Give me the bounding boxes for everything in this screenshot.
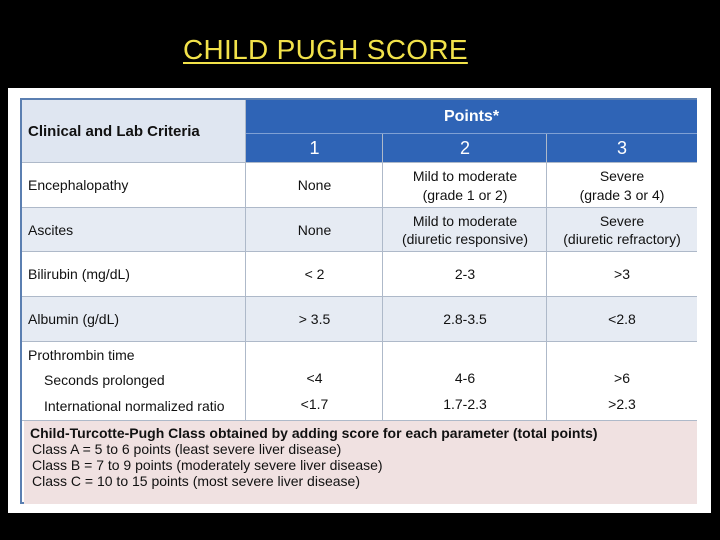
seconds-prolonged-label: Seconds prolonged — [44, 372, 165, 388]
table-cell: Severe (grade 3 or 4) — [547, 163, 697, 208]
table-cell: >3 — [547, 252, 697, 297]
class-b-line: Class B = 7 to 9 points (moderately severe liver disease) — [32, 457, 383, 473]
points-column-2: 2 — [383, 134, 547, 163]
table-cell: 2.8-3.5 — [383, 297, 547, 342]
table-cell: 4-6 — [454, 369, 476, 386]
criterion-ascites: Ascites — [22, 208, 246, 252]
divider — [546, 134, 547, 421]
divider — [22, 341, 697, 342]
table-cell: >6 — [614, 369, 630, 386]
points-column-1: 1 — [246, 134, 383, 163]
divider — [22, 162, 697, 163]
table-cell: < 2 — [246, 252, 383, 297]
points-header: Points* — [246, 100, 697, 134]
table-cell: <2.8 — [547, 297, 697, 342]
table-panel — [8, 88, 711, 513]
table-cell: <4 — [306, 369, 323, 386]
table-cell: <1.7 — [300, 395, 329, 412]
table-cell: None — [246, 163, 383, 208]
table-cell: None — [246, 208, 383, 252]
criterion-prothrombin: Prothrombin time — [28, 347, 135, 363]
class-footer — [24, 421, 697, 504]
criteria-header: Clinical and Lab Criteria — [22, 100, 246, 163]
divider — [22, 251, 697, 252]
table-cell: Severe (diuretic refractory) — [547, 208, 697, 252]
table-cell: >2.3 — [608, 395, 636, 412]
divider — [246, 133, 697, 134]
class-c-line: Class C = 10 to 15 points (most severe liver disease) — [32, 473, 360, 489]
criterion-bilirubin: Bilirubin (mg/dL) — [22, 252, 246, 297]
divider — [245, 100, 246, 421]
child-pugh-table — [20, 98, 697, 504]
divider — [382, 134, 383, 421]
criterion-encephalopathy: Encephalopathy — [22, 163, 246, 208]
table-cell: > 3.5 — [246, 297, 383, 342]
divider — [22, 296, 697, 297]
divider — [22, 207, 697, 208]
class-a-line: Class A = 5 to 6 points (least severe liver disease) — [32, 441, 342, 457]
inr-label: International normalized ratio — [44, 398, 225, 414]
table-cell: 2-3 — [383, 252, 547, 297]
points-column-3: 3 — [547, 134, 697, 163]
table-cell: 1.7-2.3 — [443, 395, 487, 412]
slide-title: CHILD PUGH SCORE — [183, 34, 468, 65]
table-cell: Mild to moderate (grade 1 or 2) — [383, 163, 547, 208]
table-cell: Mild to moderate (diuretic responsive) — [383, 208, 547, 252]
footer-title: Child-Turcotte-Pugh Class obtained by adding score for each parameter (total points) — [30, 425, 598, 441]
criterion-albumin: Albumin (g/dL) — [22, 297, 246, 342]
